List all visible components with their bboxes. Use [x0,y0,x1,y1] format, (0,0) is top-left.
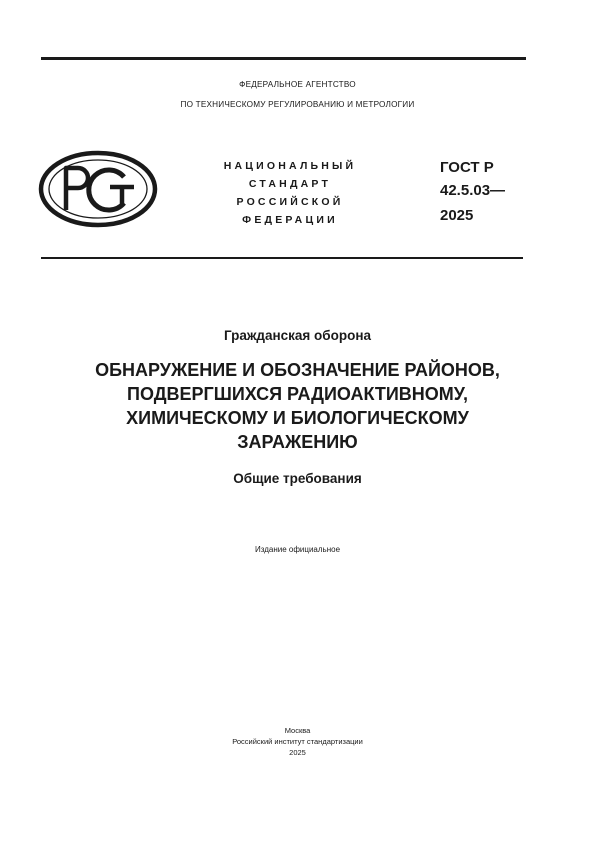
series-title: Гражданская оборона [223,328,372,343]
document-title-line-3: ХИМИЧЕСКОМУ И БИОЛОГИЧЕСКОМУ [126,408,469,428]
designation-line-2: 42.5.03— [440,182,506,199]
designation-line-3: 2025 [440,207,474,224]
document-title-line-2: ПОДВЕРГШИХСЯ РАДИОАКТИВНОМУ, [127,384,468,404]
document-title-line-1: ОБНАРУЖЕНИЕ И ОБОЗНАЧЕНИЕ РАЙОНОВ, [95,360,500,380]
gost-r-emblem-icon [38,150,158,228]
agency-name-line-2: ПО ТЕХНИЧЕСКОМУ РЕГУЛИРОВАНИЮ И МЕТРОЛОГИИ [180,100,415,109]
imprint-city: Москва [284,726,311,735]
imprint-publisher: Российский институт стандартизации [232,737,363,746]
standard-type-line-1: НАЦИОНАЛЬНЫЙ [223,160,357,172]
edition-note: Издание официальное [254,545,341,554]
header-divider [41,257,523,259]
standard-type-line-4: ФЕДЕРАЦИИ [242,214,338,226]
standard-type-line-3: РОССИЙСКОЙ [236,196,344,208]
agency-name-line-1: ФЕДЕРАЛЬНОЕ АГЕНТСТВО [239,80,356,89]
top-rule [41,57,526,60]
standard-type-line-2: СТАНДАРТ [248,178,332,190]
document-title-line-4: ЗАРАЖЕНИЮ [237,432,358,452]
designation-line-1: ГОСТ Р [440,159,494,176]
imprint-year: 2025 [289,748,306,757]
document-subtitle: Общие требования [233,471,362,486]
